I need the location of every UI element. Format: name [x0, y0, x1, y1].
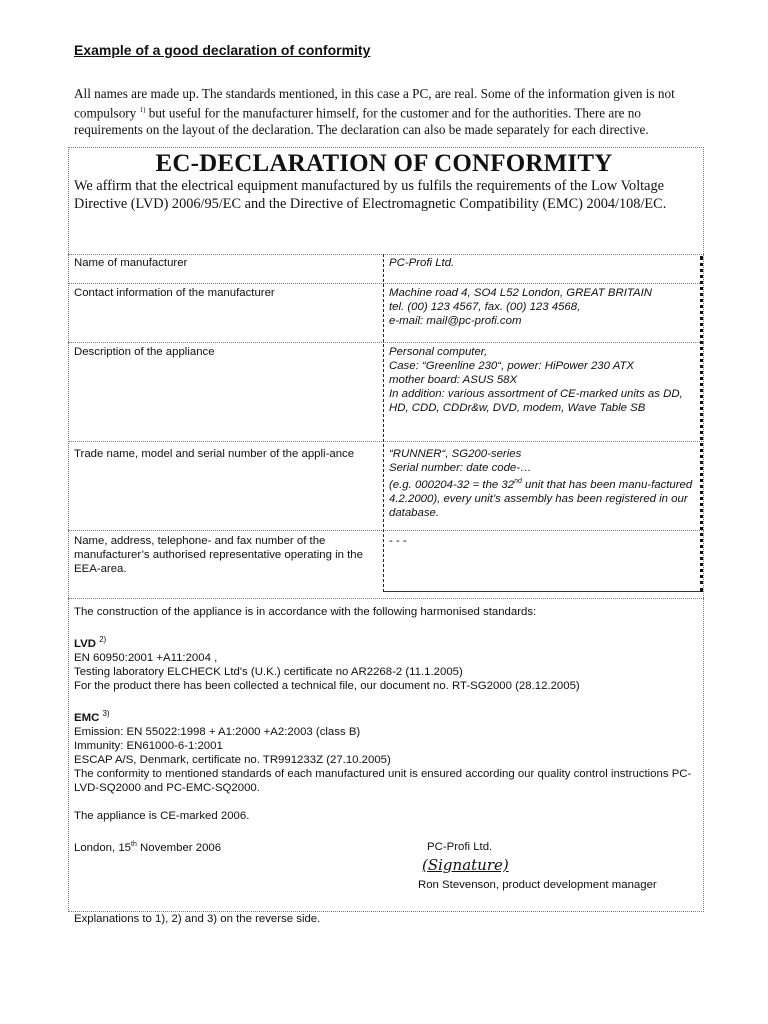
table-row-divider [68, 342, 704, 343]
appliance-description-label: Description of the appliance [74, 346, 215, 358]
representative-value: - - - [389, 535, 407, 547]
table-top-border [68, 254, 704, 255]
lvd-label: LVD [74, 637, 96, 650]
lvd-line: For the product there has been collected a technical file, our document no. RT-SG2000 (28.12.2005) [74, 679, 580, 692]
table-row-divider [68, 530, 704, 531]
lvd-line: Testing laboratory ELCHECK Ltd's (U.K.) certificate no AR2268-2 (11.1.2005) [74, 665, 463, 678]
manufacturer-name-label: Name of manufacturer [74, 257, 188, 269]
serial-example-text: unit that has been manu-factured 4.2.2000), every unit’s assembly has been registered in our database. [389, 478, 693, 519]
emc-line: ESCAP A/S, Denmark, certificate no. TR991233Z (27.10.2005) [74, 753, 391, 766]
lvd-footnote-marker: 2) [99, 635, 107, 644]
appliance-description-value [389, 345, 697, 415]
table-row-divider [68, 283, 704, 284]
manufacturer-name-value: PC-Profi Ltd. [389, 257, 455, 269]
signature: (Signature) [422, 856, 509, 874]
intro-text-2: but useful for the manufacturer himself, for the customer and for the authorities. There are no requirements on the layout of the declaration. The declaration can also be made separately for each directive. [74, 105, 649, 138]
table-column-divider [383, 254, 384, 592]
ce-marked-statement: The appliance is CE-marked 2006. [74, 809, 250, 822]
table-cell-underline [383, 591, 703, 592]
serial-example-line [389, 475, 697, 520]
contact-info-label: Contact information of the manufacturer [74, 287, 275, 299]
representative-label: Name, address, telephone- and fax number of the manufacturer’s authorised representative operating in the EEA-area. [74, 535, 363, 575]
place-date-text: London, 15 [74, 841, 132, 854]
harmonised-standards-section [74, 605, 702, 823]
serial-number-line: Serial number: date code-… [389, 462, 532, 474]
declaration-affirmation: We affirm that the electrical equipment manufactured by us fulfils the requirements of the Low Voltage Directive (LVD) 2006/95/EC and the Directive of Electromagnetic Compatibility (EMC) 2004/108/EC. [74, 178, 667, 212]
trade-name-label: Trade name, model and serial number of the appli-ance [74, 448, 355, 460]
signing-company: PC-Profi Ltd. [427, 841, 493, 853]
table-bottom-border [68, 598, 704, 599]
emc-label: EMC [74, 711, 100, 724]
serial-example-text: (e.g. 000204-32 = the 32 [389, 478, 515, 491]
place-and-date [74, 841, 221, 854]
intro-footnote-marker: 1) [139, 106, 146, 114]
emc-line: The conformity to mentioned standards of each manufactured unit is ensured according our quality control instructions PC-LVD-SQ2000 and PC-EMC-SQ2000. [74, 767, 692, 794]
emc-line: Emission: EN 55022:1998 + A1:2000 +A2:2003 (class B) [74, 725, 361, 738]
emc-footnote-marker: 3) [102, 708, 110, 718]
description-line: In addition: various assortment of CE-marked units as DD, HD, CDD, CDDr&w, DVD, modem, Wave Table SB [389, 388, 683, 414]
description-line: Personal computer, [389, 346, 488, 358]
ordinal-suffix: th [131, 841, 137, 848]
emc-heading [74, 707, 702, 725]
emc-line: Immunity: EN61000-6-1:2001 [74, 739, 223, 752]
signer-name-title: Ron Stevenson, product development manager [418, 879, 657, 891]
declaration-title: EC-DECLARATION OF CONFORMITY [155, 150, 613, 177]
page-heading: Example of a good declaration of conformity [74, 42, 371, 58]
contact-phone-fax: tel. (00) 123 4567, fax. (00) 123 4568, [389, 301, 581, 313]
intro-paragraph [74, 85, 704, 138]
ordinal-suffix: nd [514, 478, 522, 485]
intro-text-1: All names are made up. The standards mentioned, in this case a PC, are real. Some of the information given is not compulsory [74, 86, 675, 121]
table-row-divider [68, 441, 704, 442]
lvd-line: EN 60950:2001 +A11:2004 , [74, 651, 218, 664]
description-line: mother board: ASUS 58X [389, 374, 518, 386]
contact-info-value [389, 286, 697, 328]
trade-name-value [389, 447, 697, 520]
trade-name-line: “RUNNER“, SG200-series [389, 448, 522, 460]
description-line: Case: “Greenline 230“, power: HiPower 230 ATX [389, 360, 635, 372]
standards-intro: The construction of the appliance is in accordance with the following harmonised standards: [74, 606, 537, 618]
contact-email: e-mail: mail@pc-profi.com [389, 315, 522, 327]
lvd-heading [74, 633, 702, 651]
table-right-edge [700, 256, 703, 592]
place-date-text: November 2006 [136, 841, 222, 854]
footnote: Explanations to 1), 2) and 3) on the reverse side. [74, 913, 321, 925]
contact-address: Machine road 4, SO4 L52 London, GREAT BRITAIN [389, 287, 652, 299]
